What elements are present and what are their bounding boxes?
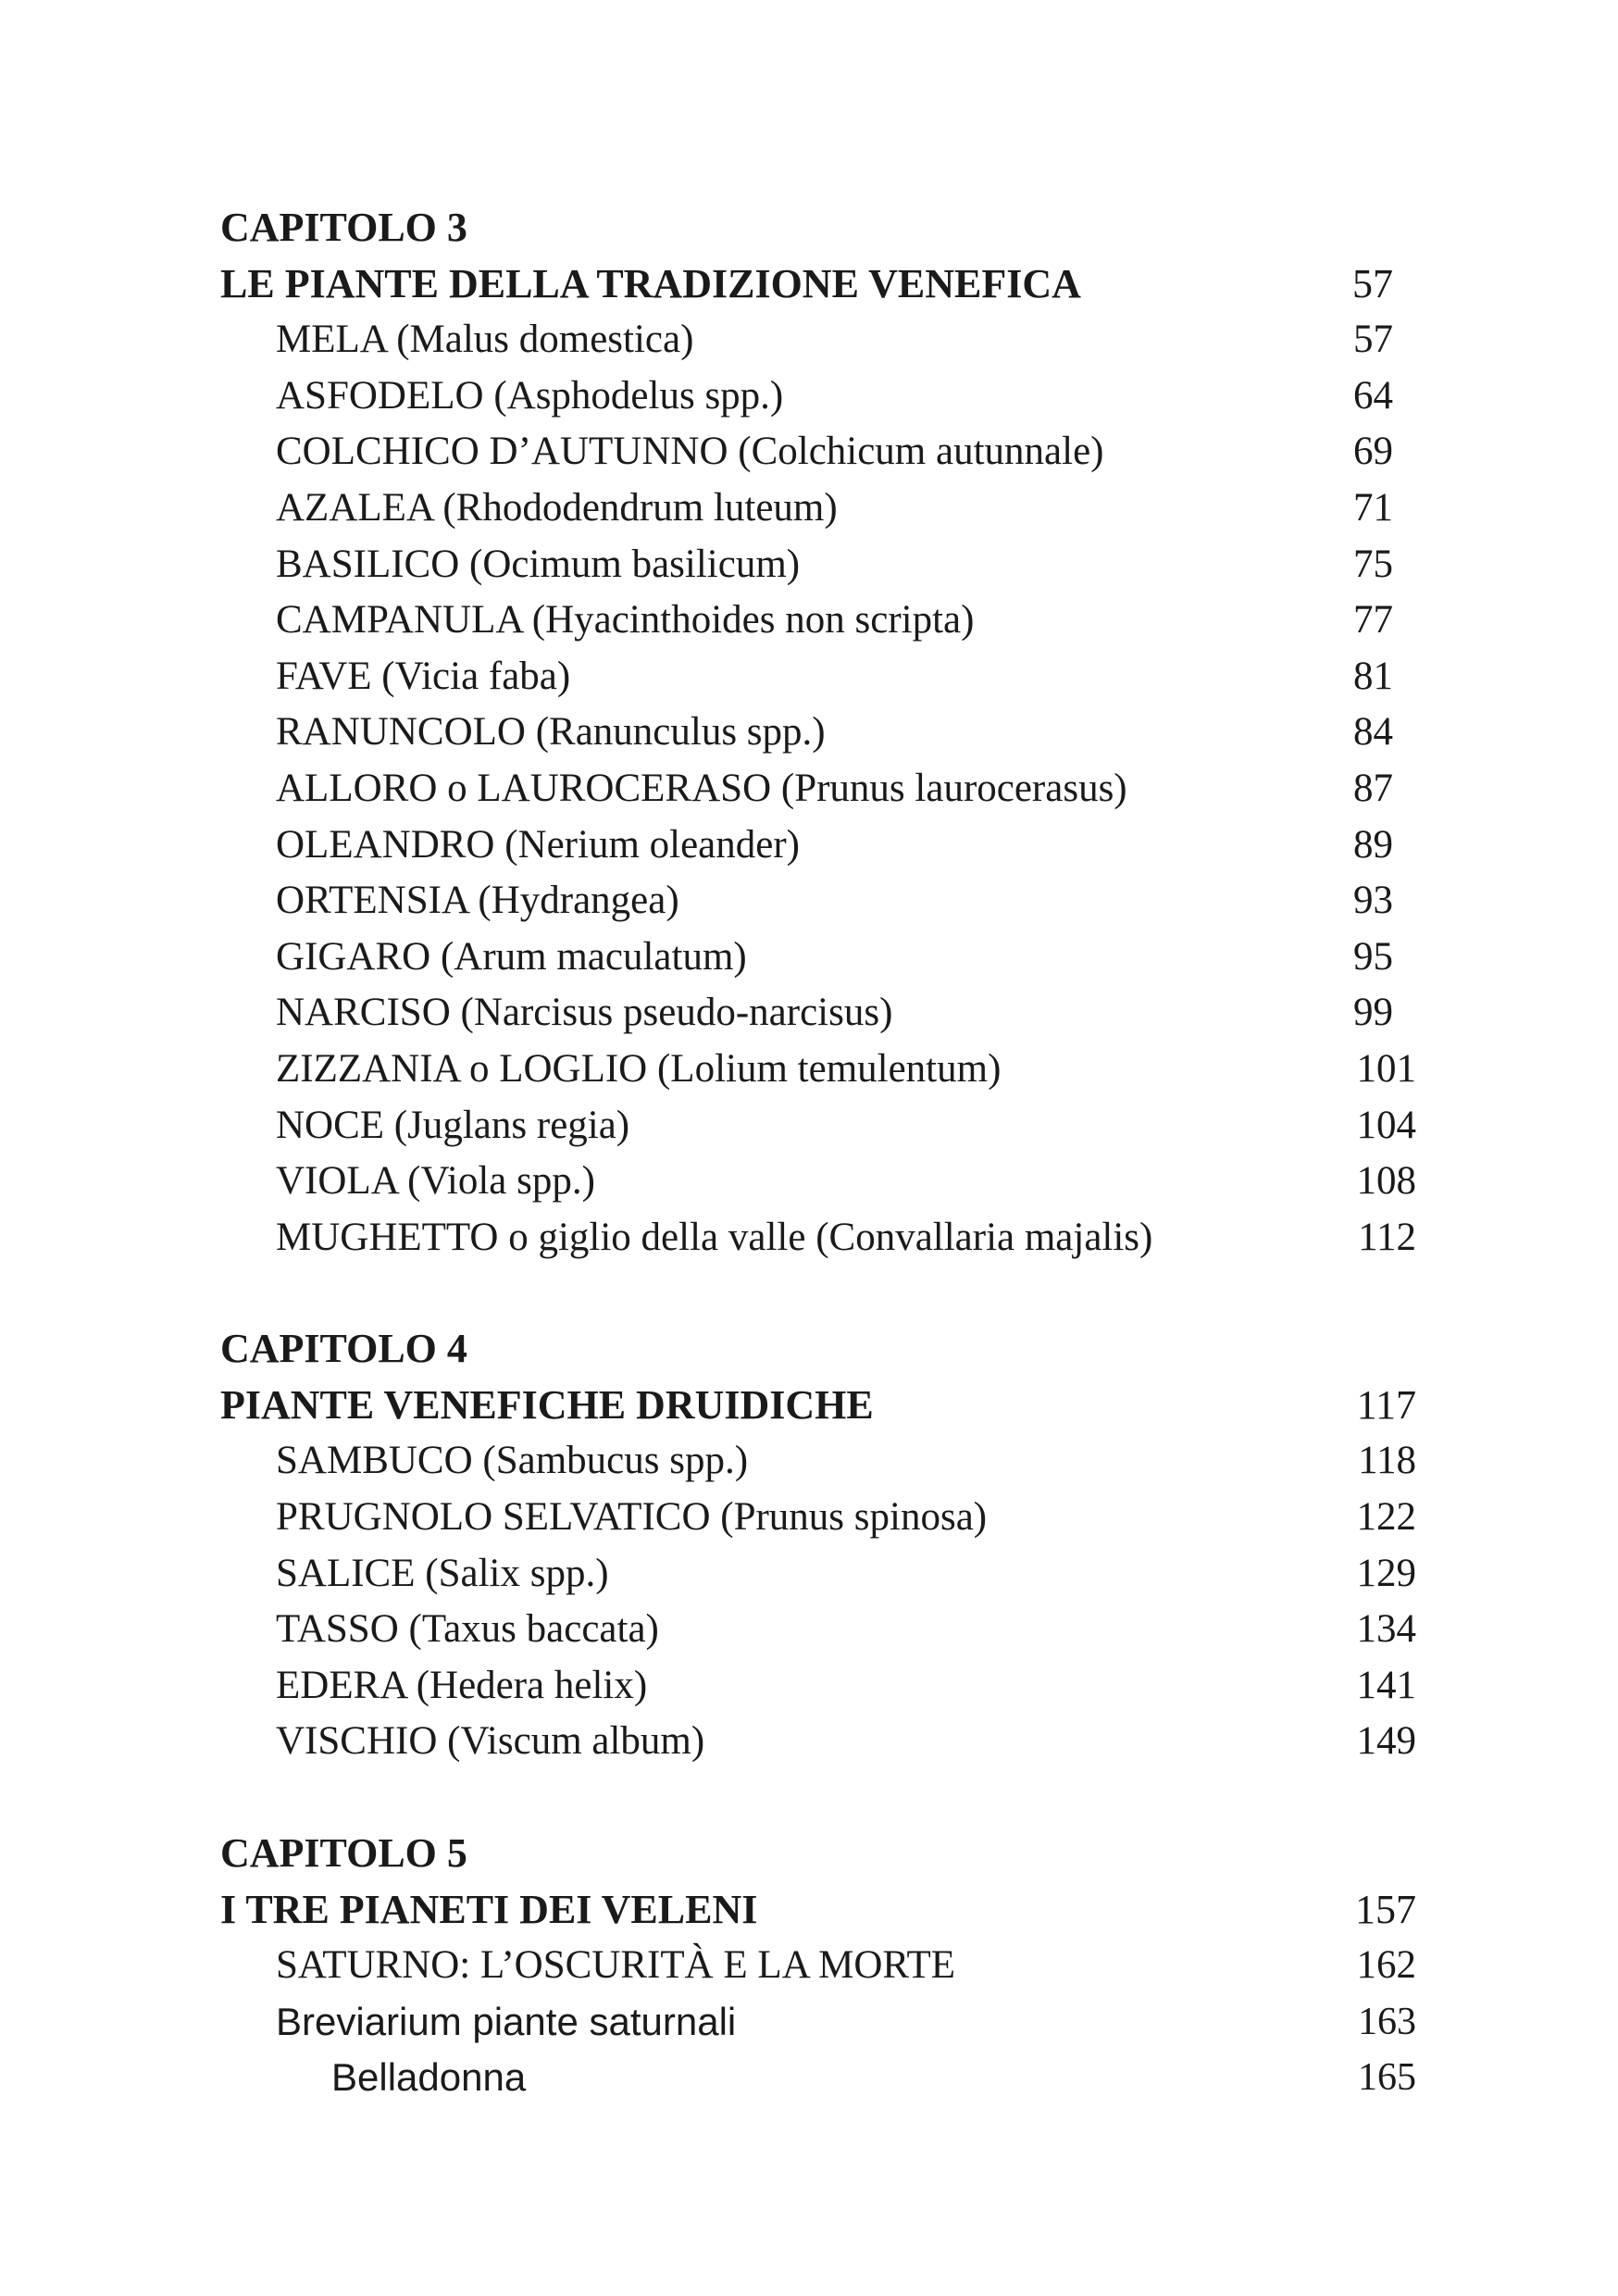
page-number: 99: [1353, 991, 1393, 1035]
table-of-contents: [220, 200, 1416, 2106]
chapter-title-row[interactable]: [220, 1378, 1416, 1434]
entry-title: ALLORO o LAUROCERASO (Prunus laurocerasus): [276, 766, 1127, 810]
entry-title: COLCHICO D’AUTUNNO (Colchicum autunnale): [276, 430, 1104, 474]
toc-entry[interactable]: [220, 312, 1416, 368]
entry-title: PRUGNOLO SELVATICO (Prunus spinosa): [276, 1495, 988, 1540]
toc-entry[interactable]: [220, 649, 1416, 705]
toc-subentry[interactable]: [220, 1994, 1416, 2051]
page-number: 108: [1356, 1159, 1416, 1204]
page-number: 77: [1353, 598, 1393, 643]
chapter-label: CAPITOLO 4: [220, 1326, 467, 1372]
chapter-title: I TRE PIANETI DEI VELENI: [220, 1886, 758, 1932]
page-number: 163: [1358, 2000, 1416, 2043]
toc-entry[interactable]: [220, 1098, 1416, 1154]
entry-title: SAMBUCO (Sambucus spp.): [276, 1439, 749, 1483]
toc-entry[interactable]: [220, 1433, 1416, 1490]
page-number: 101: [1356, 1046, 1416, 1091]
chapter-title: LE PIANTE DELLA TRADIZIONE VENEFICA: [220, 260, 1081, 306]
page-number: 149: [1356, 1719, 1416, 1764]
entry-title: TASSO (Taxus baccata): [276, 1607, 659, 1652]
page-number: 84: [1353, 710, 1393, 755]
toc-entry[interactable]: [220, 593, 1416, 649]
entry-title: FAVE (Vicia faba): [276, 654, 571, 698]
page-number: 87: [1353, 766, 1393, 810]
entry-title: VIOLA (Viola spp.): [276, 1159, 595, 1204]
toc-subsubentry[interactable]: [220, 2050, 1416, 2106]
page-number: 57: [1353, 318, 1393, 362]
subentry-title: Breviarium piante saturnali: [276, 1999, 737, 2043]
toc-entry[interactable]: [220, 537, 1416, 593]
toc-entry[interactable]: [220, 930, 1416, 986]
page-number: 89: [1353, 822, 1393, 867]
page-number: 95: [1353, 934, 1393, 979]
toc-entry[interactable]: [220, 480, 1416, 537]
page-number: 141: [1356, 1663, 1416, 1707]
toc-entry[interactable]: [220, 705, 1416, 761]
page-number: 57: [1352, 260, 1393, 306]
page-number: 122: [1356, 1495, 1416, 1540]
chapter-title-row[interactable]: [220, 1882, 1416, 1939]
entry-title: ZIZZANIA o LOGLIO (Lolium temulentum): [276, 1046, 1002, 1091]
chapter-4: [220, 1321, 1416, 1770]
subsubentry-title: Belladonna: [331, 2055, 527, 2100]
page-number: 93: [1353, 879, 1393, 923]
page-number: 117: [1356, 1381, 1416, 1428]
page-number: 157: [1355, 1886, 1416, 1932]
toc-entry[interactable]: [220, 985, 1416, 1042]
toc-entry[interactable]: [220, 1602, 1416, 1658]
entry-title: ORTENSIA (Hydrangea): [276, 879, 679, 923]
entry-title: MELA (Malus domestica): [276, 318, 694, 362]
toc-entry[interactable]: [220, 761, 1416, 817]
page-number: 112: [1358, 1215, 1416, 1259]
toc-entry[interactable]: [220, 1210, 1416, 1267]
entry-title: NARCISO (Narcisus pseudo-narcisus): [276, 991, 893, 1035]
toc-entry[interactable]: [220, 424, 1416, 480]
page-number: 165: [1358, 2056, 1416, 2100]
toc-entry[interactable]: [220, 1658, 1416, 1715]
chapter-label: CAPITOLO 3: [220, 205, 467, 250]
chapter-label: CAPITOLO 5: [220, 1830, 467, 1877]
page-number: 134: [1356, 1607, 1416, 1652]
page-number: 104: [1356, 1103, 1416, 1147]
toc-entry[interactable]: [220, 1938, 1416, 1994]
entry-title: ASFODELO (Asphodelus spp.): [276, 373, 784, 418]
chapter-3: [220, 200, 1416, 1266]
toc-entry[interactable]: [220, 1042, 1416, 1098]
toc-entry[interactable]: [220, 1490, 1416, 1546]
page-number: 69: [1353, 430, 1393, 474]
entry-title: EDERA (Hedera helix): [276, 1663, 648, 1707]
entry-title: BASILICO (Ocimum basilicum): [276, 542, 801, 586]
entry-title: OLEANDRO (Nerium oleander): [276, 822, 800, 867]
toc-entry[interactable]: [220, 873, 1416, 930]
entry-title: SALICE (Salix spp.): [276, 1551, 609, 1595]
page-number: 162: [1356, 1943, 1416, 1988]
entry-title: VISCHIO (Viscum album): [276, 1719, 705, 1764]
entry-title: GIGARO (Arum maculatum): [276, 934, 747, 979]
entry-title: RANUNCOLO (Ranunculus spp.): [276, 710, 826, 755]
toc-entry[interactable]: [220, 1546, 1416, 1603]
page-number: 71: [1353, 485, 1393, 530]
toc-entry[interactable]: [220, 817, 1416, 874]
entry-title: AZALEA (Rhododendrum luteum): [276, 485, 838, 530]
toc-entry[interactable]: [220, 368, 1416, 425]
entry-title: MUGHETTO o giglio della valle (Convallaria majalis): [276, 1215, 1153, 1259]
toc-entry[interactable]: [220, 1154, 1416, 1210]
chapter-title: PIANTE VENEFICHE DRUIDICHE: [220, 1381, 874, 1428]
page-number: 75: [1353, 542, 1393, 586]
page-number: 129: [1356, 1551, 1416, 1595]
entry-title: CAMPANULA (Hyacinthoides non scripta): [276, 598, 975, 643]
entry-title: NOCE (Juglans regia): [276, 1103, 630, 1147]
page-number: 118: [1358, 1439, 1416, 1483]
page-number: 64: [1353, 373, 1393, 418]
page-number: 81: [1353, 654, 1393, 698]
entry-title: SATURNO: L’OSCURITÀ E LA MORTE: [276, 1943, 956, 1988]
chapter-5: [220, 1826, 1416, 2106]
chapter-title-row[interactable]: [220, 256, 1416, 313]
toc-entry[interactable]: [220, 1714, 1416, 1770]
